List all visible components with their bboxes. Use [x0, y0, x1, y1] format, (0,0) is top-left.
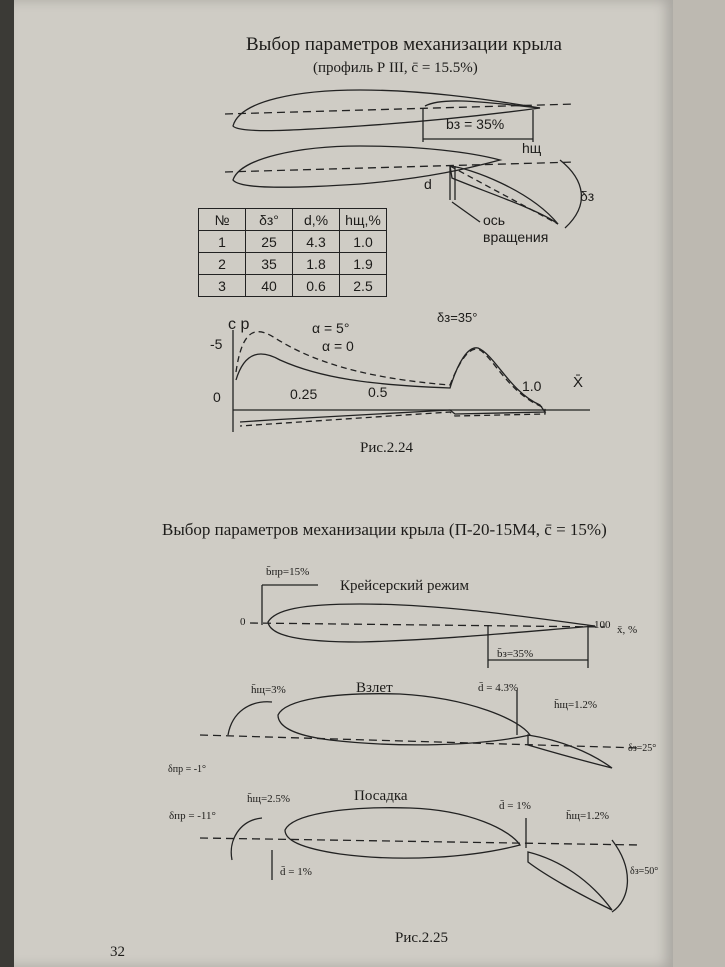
- takeoff-slot-front: h̄щ=3%: [251, 684, 286, 696]
- table-cell: 0.6: [293, 275, 340, 297]
- x-tick-025: 0.25: [290, 386, 318, 402]
- airfoil-cruise: [268, 604, 595, 642]
- cp-curve-alpha0: [236, 348, 545, 422]
- curve-label-alpha5: α = 5°: [312, 320, 350, 336]
- cruise-label: Крейсерский режим: [340, 578, 469, 594]
- table-header-row: [199, 209, 387, 231]
- table-row: [199, 275, 387, 297]
- slat-takeoff: [228, 702, 272, 735]
- title-bottom: Выбор параметров механизации крыла (П-20-15М4, c̄ = 15%): [162, 520, 607, 539]
- label-h-slot: hщ: [522, 140, 542, 156]
- table-header-cell: δз°: [246, 209, 293, 231]
- cruise-x-label: x̄, %: [617, 624, 638, 636]
- airfoil-landing: [285, 808, 520, 858]
- landing-label: Посадка: [354, 788, 408, 804]
- table-row: [199, 231, 387, 253]
- cruise-hundred: 100: [594, 619, 611, 631]
- takeoff-label: Взлет: [356, 680, 393, 696]
- cp-label: c p: [228, 316, 250, 333]
- delta-label: δз=35°: [437, 310, 478, 325]
- flap-angle-arc: [560, 160, 581, 228]
- table-cell: 1.8: [293, 253, 340, 275]
- table-cell: 2: [199, 253, 246, 275]
- table-cell: 40: [246, 275, 293, 297]
- x-axis-label: X̄: [573, 374, 584, 391]
- takeoff-slat-angle: δпр = -1°: [168, 764, 207, 775]
- table-cell: 1.0: [340, 231, 387, 253]
- rotation-axis-leader: [452, 202, 480, 222]
- cruise-zero: 0: [240, 616, 246, 628]
- cp-curve-alpha5: [236, 332, 545, 426]
- table-cell: 1.9: [340, 253, 387, 275]
- page-number: 32: [110, 944, 125, 960]
- takeoff-flap-angle: δз=25°: [628, 743, 657, 754]
- flap-takeoff: [528, 735, 612, 768]
- label-axis-line1: ось: [483, 212, 506, 228]
- landing-flap-angle: δз=50°: [630, 866, 659, 877]
- curve-label-alpha0: α = 0: [322, 338, 354, 354]
- flap-landing: [528, 852, 612, 910]
- subtitle-top: (профиль Р III, c̄ = 15.5%): [313, 60, 478, 76]
- table-cell: 25: [246, 231, 293, 253]
- cruise-flap-chord: b̄з=35%: [497, 648, 534, 660]
- flap-parameters-table: [198, 208, 387, 297]
- table-cell: 2.5: [340, 275, 387, 297]
- label-delta-flap: δз: [580, 188, 595, 204]
- label-b-flap: bз = 35%: [446, 116, 505, 132]
- table-row: [199, 253, 387, 275]
- table-cell: 4.3: [293, 231, 340, 253]
- landing-d-front: d̄ = 1%: [280, 866, 312, 878]
- landing-slot-rear: h̄щ=1.2%: [566, 810, 610, 822]
- title-top: Выбор параметров механизации крыла: [246, 34, 562, 55]
- cp-tick-neg5: -5: [210, 336, 223, 352]
- table-header-cell: №: [199, 209, 246, 231]
- table-header-cell: hщ,%: [340, 209, 387, 231]
- table-header-cell: d,%: [293, 209, 340, 231]
- takeoff-slot-rear: h̄щ=1.2%: [554, 699, 598, 711]
- flap-angle-arc-landing: [612, 840, 627, 912]
- caption-fig-2-24: Рис.2.24: [360, 440, 414, 456]
- x-tick-05: 0.5: [368, 384, 388, 400]
- x-tick-10: 1.0: [522, 378, 542, 394]
- caption-fig-2-25: Рис.2.25: [395, 930, 449, 946]
- takeoff-d: d̄ = 4.3%: [478, 682, 519, 694]
- label-d: d: [424, 176, 432, 192]
- landing-d-rear: d̄ = 1%: [499, 800, 531, 812]
- cruise-slat-chord: b̄пр=15%: [266, 566, 310, 578]
- table-cell: 3: [199, 275, 246, 297]
- table-cell: 35: [246, 253, 293, 275]
- airfoil-takeoff: [278, 694, 530, 745]
- landing-slot-front: h̄щ=2.5%: [247, 793, 291, 805]
- landing-slat-angle: δпр = -11°: [169, 810, 216, 822]
- table-cell: 1: [199, 231, 246, 253]
- label-axis-line2: вращения: [483, 229, 549, 245]
- cp-tick-0: 0: [213, 389, 221, 405]
- flap-outline-top: [425, 101, 540, 108]
